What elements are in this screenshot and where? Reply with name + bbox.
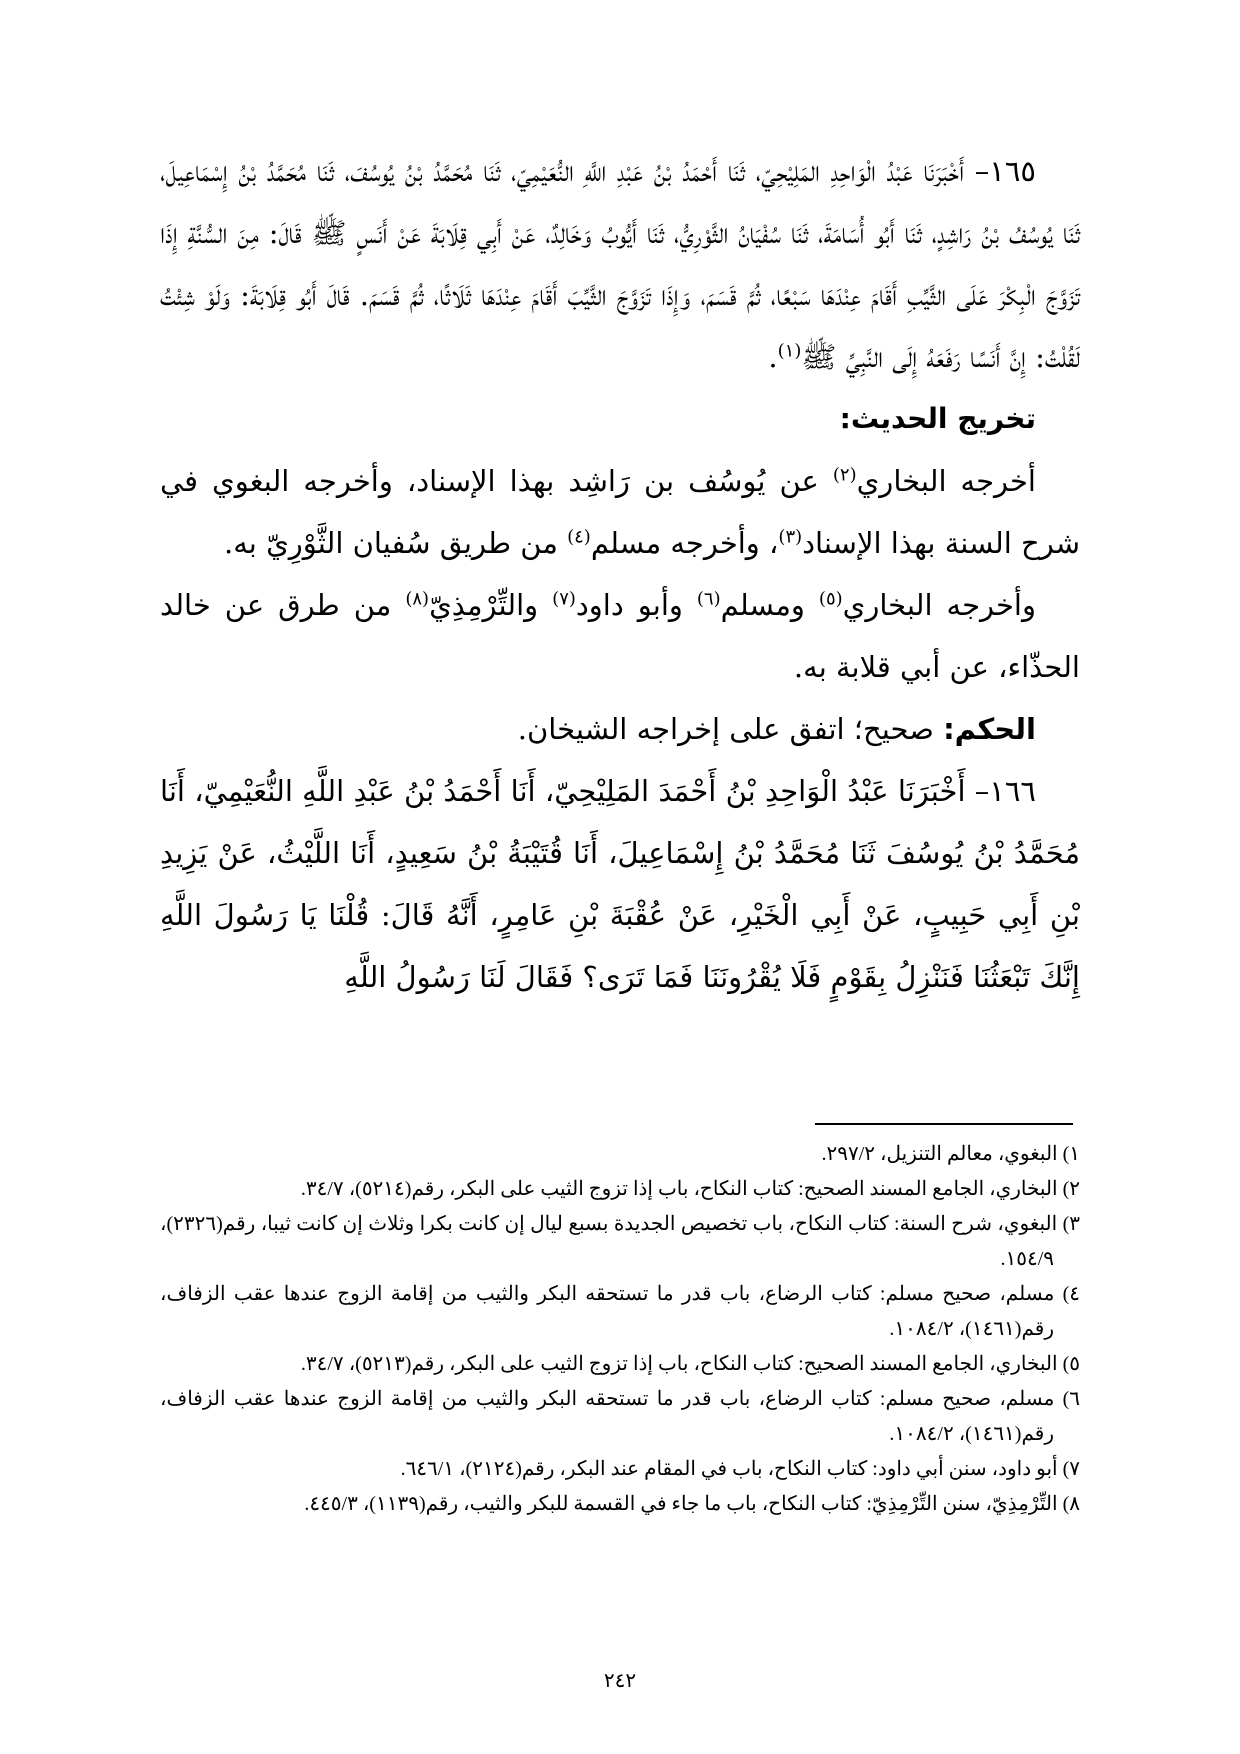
takhrij-text: وأبو داود <box>575 588 697 622</box>
footnote-5: ٥) البخاري، الجامع المسند الصحيح: كتاب النكاح، باب إذا تزوج الثيب على البكر، رقم(٥٢١٣)، ٣٤/٧. <box>300 1353 1080 1375</box>
main-text <box>160 140 1080 1008</box>
footnotes <box>160 1137 1080 1522</box>
hadith-166: ١٦٦– أَخْبَرَنَا عَبْدُ الْوَاحِدِ بْنُ أَحْمَدَ المَلِيْحِيّ، أَنَا أَحْمَدُ بْنُ عَبْدِ اللَّهِ النُّعَيْمِيّ، أَنَا مُحَمَّدُ بْنُ يُوسُفَ ثَنَا مُحَمَّدُ بْنُ إِسْمَاعِيلَ، أَنَا قُتَيْبَةُ بْنُ سَعِيدٍ، أَنَا اللَّيْثُ، عَنْ يَزِيدِ بْنِ أَبِي حَبِيبٍ، عَنْ أَبِي الْخَيْرِ، عَنْ عُقْبَةَ بْنِ عَامِرٍ، أَنَّهُ قَالَ: قُلْنَا يَا رَسُولَ اللَّهِ إِنَّكَ تَبْعَثُنَا فَنَنْزِلُ بِقَوْمٍ فَلَا يُقْرُونَنَا فَمَا تَرَى؟ فَقَالَ لَنَا رَسُولُ اللَّهِ <box>160 774 1080 994</box>
footnote-ref-5: (٥) <box>818 588 843 610</box>
takhrij-text: عن يُوسُف بن رَاشِد بهذا الإسناد، وأخرجه البغوي في شرح السنة بهذا الإسناد <box>160 464 1080 560</box>
hukm-label: الحكم: <box>943 712 1036 746</box>
takhrij-text: والتِّرْمِذِيّ <box>429 588 553 622</box>
hadith-165: ١٦٥– أَخْبَرَنَا عَبْدُ الْوَاحِدِ المَلِيْحِيّ، ثَنَا أَحْمَدُ بْنُ عَبْدِ اللَّهِ النُّعَيْمِيّ، ثَنَا مُحَمَّدُ بْنُ يُوسُفَ، ثَنَا مُحَمَّدُ بْنُ إِسْمَاعِيلَ، ثَنَا يُوسُفُ بْنُ رَاشِدٍ، ثَنَا أَبُو أُسَامَةَ، ثَنَا سُفْيَانُ الثَّوْرِيُّ، ثَنَا أَيُّوبُ وَخَالِدٌ، عَنْ أَبِي قِلَابَةَ عَنْ أَنَسٍ ﷺ قَالَ: مِنَ السُّنَّةِ إِذَا تَزَوَّجَ الْبِكْرَ عَلَى الثَّيِّبِ أَقَامَ عِنْدَهَا سَبْعًا، ثُمَّ قَسَمَ، وَإِذَا تَزَوَّجَ الثَّيِّبَ أَقَامَ عِنْدَهَا ثَلَاثًا، ثُمَّ قَسَمَ. قَالَ أَبُو قِلَابَةَ: وَلَوْ شِئْتُ لَقُلْتُ: إِنَّ أَنَسًا رَفَعَهُ إِلَى النَّبِيِّ ﷺ$^{(١)}$. <box>160 154 1080 374</box>
page-number: ٢٤٢ <box>603 1670 637 1692</box>
takhrij-text: وأخرجه البخاري <box>842 588 1036 622</box>
footnote-2: ٢) البخاري، الجامع المسند الصحيح: كتاب النكاح، باب إذا تزوج الثيب على البكر، رقم(٥٢١٤)، ٣٤/٧. <box>300 1178 1080 1200</box>
footnote-ref-3: (٣) <box>778 526 803 548</box>
footnote-7: ٧) أبو داود، سنن أبي داود: كتاب النكاح، باب في المقام عند البكر، رقم(٢١٢٤)، ٦٤٦/١. <box>400 1458 1080 1480</box>
footnote-1: ١) البغوي، معالم التنزيل، ٢٩٧/٢. <box>821 1143 1080 1165</box>
footnote-8: ٨) التِّرْمِذِيّ، سنن التِّرْمِذِيّ: كتاب النكاح، باب ما جاء في القسمة للبكر والثيب، رقم(١١٣٩)، ٤٤٥/٣. <box>304 1493 1080 1515</box>
footnote-6: ٦) مسلم، صحيح مسلم: كتاب الرضاع، باب قدر ما تستحقه البكر والثيب من إقامة الزوج عندها عقب الزفاف، رقم(١٤٦١)، ١٠٨٤/٢. <box>160 1388 1080 1445</box>
takhrij-paragraph-1 <box>160 450 1080 574</box>
takhrij-text: أخرجه البخاري <box>856 464 1036 498</box>
takhrij-text: من طرق عن خالد الحذّاء، عن أبي قلابة به. <box>160 588 1080 684</box>
takhrij-paragraph-2 <box>160 574 1080 698</box>
takhrij-heading: تخريج الحديث: <box>839 402 1036 435</box>
takhrij-text: ، وأخرجه مسلم <box>590 526 779 560</box>
footnote-separator <box>815 1123 1073 1125</box>
footnote-4: ٤) مسلم، صحيح مسلم: كتاب الرضاع، باب قدر ما تستحقه البكر والثيب من إقامة الزوج عندها عقب الزفاف، رقم(١٤٦١)، ١٠٨٤/٢. <box>160 1283 1080 1340</box>
footnote-ref-1: (١) <box>777 340 802 362</box>
footnote-ref-4: (٤) <box>567 526 591 548</box>
footnote-ref-2: (٢) <box>832 464 857 486</box>
hadith-165-text: ١٦٥– أَخْبَرَنَا عَبْدُ الْوَاحِدِ المَلِيْحِيّ، ثَنَا أَحْمَدُ بْنُ عَبْدِ اللَّهِ النُّعَيْمِيّ، ثَنَا مُحَمَّدُ بْنُ يُوسُفَ، ثَنَا مُحَمَّدُ بْنُ إِسْمَاعِيلَ، ثَنَا يُوسُفُ بْنُ رَاشِدٍ، ثَنَا أَبُو أُسَامَةَ، ثَنَا سُفْيَانُ الثَّوْرِيُّ، ثَنَا أَيُّوبُ وَخَالِدٌ، عَنْ أَبِي قِلَابَةَ عَنْ أَنَسٍ ﷺ قَالَ: مِنَ السُّنَّةِ إِذَا تَزَوَّجَ الْبِكْرَ عَلَى الثَّيِّبِ أَقَامَ عِنْدَهَا سَبْعًا، ثُمَّ قَسَمَ، وَإِذَا تَزَوَّجَ الثَّيِّبَ أَقَامَ عِنْدَهَا ثَلَاثًا، ثُمَّ قَسَمَ. قَالَ أَبُو قِلَابَةَ: وَلَوْ شِئْتُ لَقُلْتُ: إِنَّ أَنَسًا رَفَعَهُ إِلَى النَّبِيِّ ﷺ <box>160 154 1080 374</box>
footnote-ref-6: (٦) <box>696 588 721 610</box>
footnote-ref-7: (٧) <box>552 588 576 610</box>
footnote-3: ٣) البغوي، شرح السنة: كتاب النكاح، باب تخصيص الجديدة بسبع ليال إن كانت بكرا وثلاث إن كانت ثيبا، رقم(٢٣٢٦)، ١٥٤/٩. <box>160 1213 1080 1270</box>
takhrij-text: من طريق سُفيان الثَّوْرِيّ به. <box>224 526 568 560</box>
hukm-text: صحيح؛ اتفق على إخراجه الشيخان. <box>517 712 944 746</box>
hukm-paragraph <box>160 698 1080 760</box>
takhrij-text: ومسلم <box>720 588 819 622</box>
footnote-ref-8: (٨) <box>405 588 430 610</box>
